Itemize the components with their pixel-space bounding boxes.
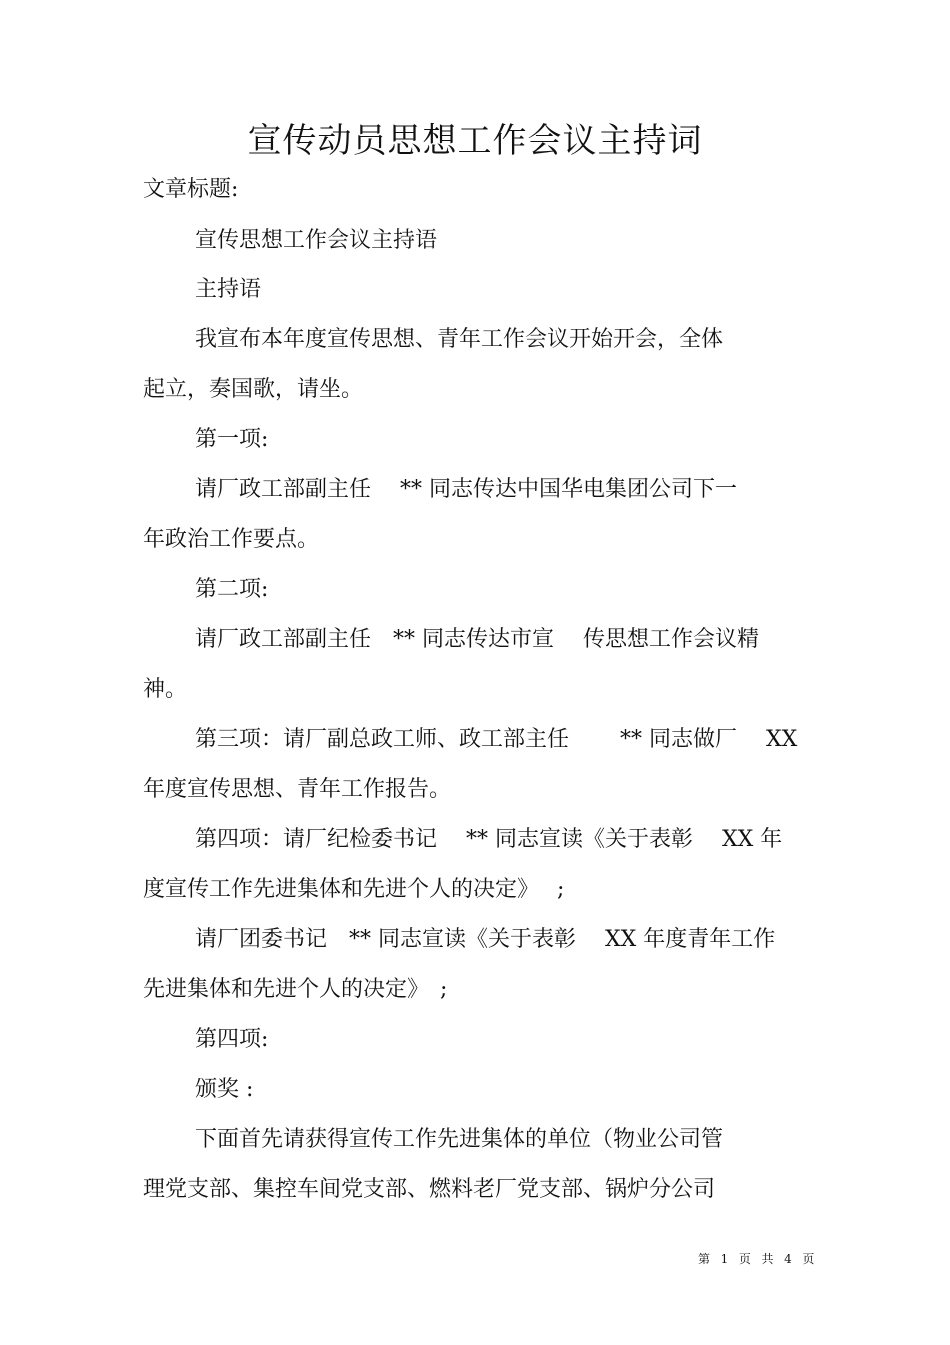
text-line: 文章标题: [143,177,239,202]
text-line: 第一项: [195,427,269,452]
text-line: 宣传思想工作会议主持语 [195,228,438,253]
text-line: 先进集体和先进个人的决定》 ; [143,977,448,1002]
text-line: 主持语 [195,277,262,302]
document-title: 宣传动员思想工作会议主持词 [247,121,703,161]
text-line: 理党支部、集控车间党支部、燃料老厂党支部、锅炉分公司 [143,1177,716,1202]
text-line: 我宣布本年度宣传思想、青年工作会议开始开会，全体 [195,327,724,352]
text-line: 年度宣传思想、青年工作报告。 [143,777,452,802]
text-line: 起立，奏国歌，请坐。 [143,377,364,402]
text-line: 第三项：请厂副总政工师、政工部主任 ** 同志做厂 XX [195,727,798,752]
text-line: 下面首先请获得宣传工作先进集体的单位（物业公司管 [195,1127,724,1152]
page-number: 第 1 页 共 4 页 [698,1252,816,1266]
text-line: 神。 [143,677,188,702]
text-line: 请厂政工部副主任 ** 同志传达市宣 传思想工作会议精 [195,627,759,652]
text-line: 度宣传工作先进集体和先进个人的决定》 ; [143,877,565,902]
text-line: 请厂政工部副主任 ** 同志传达中国华电集团公司下一 [195,477,737,502]
text-line: 第二项: [195,577,269,602]
text-line: 请厂团委书记 ** 同志宣读《关于表彰 XX 年度青年工作 [195,927,776,952]
text-line: 颁奖 : [195,1077,254,1102]
text-line: 第四项：请厂纪检委书记 ** 同志宣读《关于表彰 XX 年 [195,827,783,852]
text-line: 第四项: [195,1027,269,1052]
text-line: 年政治工作要点。 [143,527,320,552]
